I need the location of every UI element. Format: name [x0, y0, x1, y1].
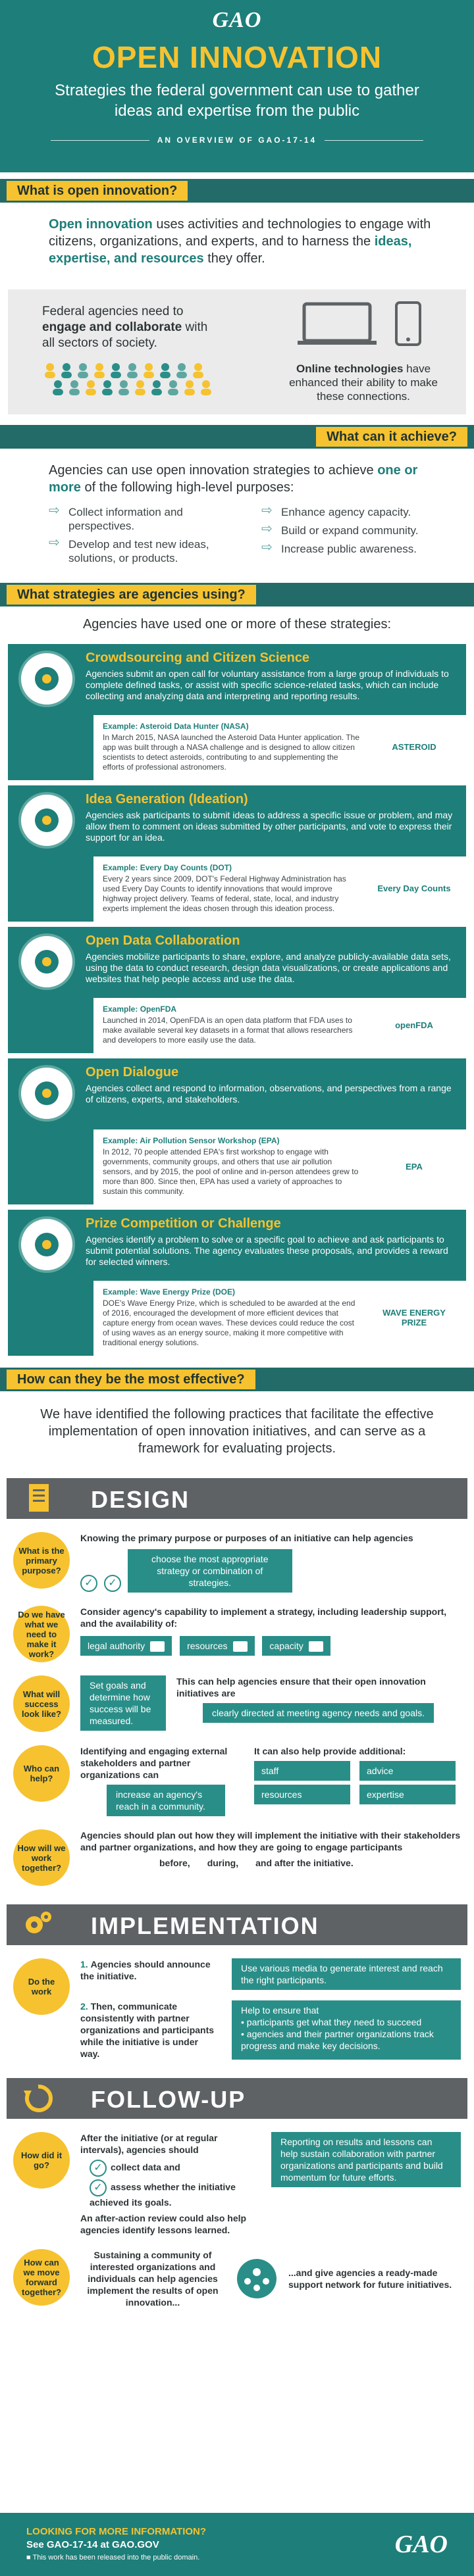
- question-badge: Do we have what we need to make it work?: [13, 1606, 70, 1662]
- check-icon: ✓: [90, 2179, 107, 2196]
- scales-icon: [150, 1641, 165, 1652]
- reporting-pill: Reporting on results and lessons can help sustain collaboration with partner organizations and participants and build momentum for future efforts.: [271, 2132, 461, 2187]
- person-body: [86, 389, 96, 395]
- strategy-description: Agencies identify a problem to solve or a specific goal to achieve and ask participants to submit potential solutions. The agency evaluates these proposals, and provides a reward for selected winners.: [86, 1234, 448, 1267]
- check-icon: ✓: [80, 1575, 97, 1592]
- refresh-icon: [21, 2081, 55, 2116]
- person-icon: [202, 380, 210, 388]
- phase-followup: [7, 2078, 467, 2119]
- example-body: Every 2 years since 2009, DOT's Federal Highway Administration has used Every Day Counts to identify innovations that would improve highway project delivery. Teams of federal, state, local, and industry experts implement the ideas chosen through this ideation process.: [103, 874, 346, 913]
- person-icon: [87, 380, 95, 388]
- phase-title: DESIGN: [91, 1486, 190, 1513]
- collaboration-panel: [8, 289, 466, 414]
- strategy-description: Agencies mobilize participants to share, explore, and analyze publicly-available data sets, using the data to conduct research, design data visualizations, or create applications and websites that help people access and use the data.: [86, 951, 451, 984]
- design-row-purpose: What is the primary purpose? Knowing the primary purpose or purposes of an initiative can help agencies ✓ ✓ choose the most appropriate strategy or combination of strategies.: [0, 1525, 474, 1599]
- purpose-item: ⇨ Collect information and perspectives.: [49, 505, 242, 533]
- help-resources: resources: [254, 1785, 350, 1804]
- person-icon: [194, 363, 202, 371]
- timeline-after: and after the initiative.: [255, 1858, 354, 1868]
- example-logo: WAVE ENERGY PRIZE: [382, 1308, 446, 1327]
- person-icon: [95, 363, 103, 371]
- devices-icon: [298, 301, 436, 347]
- strategy-title: Prize Competition or Challenge: [86, 1216, 281, 1231]
- person-icon: [79, 363, 87, 371]
- gao-footer-logo: GAO: [394, 2531, 448, 2558]
- person-body: [61, 372, 72, 378]
- example-logo: Every Day Counts: [377, 883, 451, 893]
- capability-resources: resources: [180, 1636, 254, 1656]
- question-badge: Do the work: [13, 1958, 70, 2015]
- page-title: OPEN INNOVATION: [92, 40, 382, 74]
- strategy-card: [8, 927, 466, 1053]
- strategy-example: [93, 715, 466, 780]
- purpose-pill: choose the most appropriate strategy or combination of strategies.: [128, 1549, 292, 1593]
- announce-pill: Use various media to generate interest and reach the right participants.: [232, 1958, 461, 1990]
- communicate-pill: Help to ensure that • participants get what they need to succeed • agencies and their partner organizations track progress and make key decisions.: [232, 2000, 461, 2060]
- capability-capacity: capacity: [262, 1636, 330, 1656]
- document-icon: [21, 1481, 55, 1516]
- person-icon: [54, 380, 62, 388]
- gears-icon: [21, 1908, 55, 1942]
- person-icon: [136, 380, 144, 388]
- person-icon: [161, 363, 169, 371]
- speech-bubbles-icon: [18, 1065, 75, 1122]
- phase-design: [7, 1478, 467, 1519]
- phase-title: IMPLEMENTATION: [91, 1912, 319, 1939]
- question-badge: How will we work together?: [13, 1829, 70, 1886]
- purpose-item: ⇨ Build or expand community.: [261, 524, 454, 537]
- check-icon: ✓: [90, 2160, 107, 2177]
- purpose-item: ⇨ Enhance agency capacity.: [261, 505, 454, 519]
- header: [0, 0, 474, 172]
- person-body: [160, 372, 171, 378]
- reach-pill: increase an agency's reach in a community.: [107, 1785, 225, 1816]
- person-body: [102, 389, 113, 395]
- strategy-description: Agencies submit an open call for voluntary assistance from a large group of individuals to complete defined tasks, or assist with specific science-related tasks, which can include collecting and analyzing data and interpreting and reporting results.: [86, 668, 449, 701]
- gao-logo: GAO: [212, 8, 262, 32]
- strategy-example: [93, 998, 466, 1053]
- person-icon: [120, 380, 128, 388]
- help-expertise: expertise: [359, 1785, 456, 1804]
- strategy-example: [93, 1129, 466, 1204]
- question-badge: What will success look like?: [13, 1675, 70, 1732]
- person-icon: [153, 380, 161, 388]
- person-body: [118, 389, 129, 395]
- phase-title: FOLLOW-UP: [91, 2086, 246, 2113]
- person-body: [135, 389, 145, 395]
- strategy-card: [8, 1058, 466, 1204]
- capability-legal-authority: legal authority: [80, 1636, 172, 1656]
- followup-row-results: How did it go? After the initiative (or at regular intervals), agencies should ✓ collect data and ✓ assess whether the initiative achieved its goals. An after-action review could also help agencies identify lessons learned. Reporting on results and lessons can help sustain collaboration with partner organizations and participants and build momentum for future efforts.: [0, 2125, 474, 2242]
- phase-implementation: [7, 1904, 467, 1945]
- check-icon: ✓: [104, 1575, 121, 1592]
- person-body: [45, 372, 55, 378]
- section-tag: What strategies are agencies using?: [7, 585, 256, 605]
- strategy-list: [0, 644, 474, 1356]
- example-title: Example: OpenFDA: [103, 1004, 177, 1014]
- strategy-card: [8, 644, 466, 780]
- person-body: [201, 389, 211, 395]
- achieve-intro: Agencies can use open innovation strategies to achieve one or more of the following high-level purposes:: [49, 463, 418, 495]
- example-title: Example: Air Pollution Sensor Workshop (EPA): [103, 1136, 280, 1145]
- person-icon: [145, 363, 153, 371]
- person-icon: [63, 363, 70, 371]
- strategy-title: Open Dialogue: [86, 1065, 179, 1079]
- footer: [0, 2513, 474, 2576]
- strategies-intro: Agencies have used one or more of these strategies:: [82, 617, 392, 632]
- data-screen-icon: [18, 933, 75, 990]
- strategy-title: Crowdsourcing and Citizen Science: [86, 651, 310, 665]
- person-body: [184, 389, 195, 395]
- person-body: [193, 372, 203, 378]
- page-subtitle: Strategies the federal government can use to gather ideas and expertise from the public: [55, 82, 419, 120]
- agencies-text: Federal agencies need to engage and collaborate with all sectors of society.: [42, 305, 208, 350]
- help-advice: advice: [359, 1761, 456, 1781]
- design-row-together: How will we work together? Agencies should plan out how they will implement the initiative with their stakeholders and partner organizations, and how they are going to engage participants before, during, and after the initiative.: [0, 1823, 474, 1893]
- purposes-list: [0, 496, 474, 583]
- section-band-effective: [0, 1368, 474, 1391]
- example-logo: ASTEROID: [392, 742, 436, 752]
- strategy-title: Idea Generation (Ideation): [86, 792, 248, 806]
- section-band-strategies: [0, 583, 474, 607]
- strategy-description: Agencies ask participants to submit ideas to address a specific issue or problem, and may allow them to comment on ideas submitted by other participants, and vote to express their support for an idea.: [86, 810, 453, 843]
- public-domain-note: ■ This work has been released into the public domain.: [26, 2554, 200, 2562]
- implementation-row: Do the work 1. Agencies should announce the initiative. Use various media to generate interest and reach the right participants. 2. Then, communicate consistently with partner organizations and participants while the initiative is under way. Help to ensure that • participants get what they need to succeed • agencies and their partner organizations track progress and make key decisions.: [0, 1952, 474, 2066]
- person-icon: [103, 380, 111, 388]
- person-body: [111, 372, 121, 378]
- trophy-icon: [18, 1216, 75, 1273]
- example-logo: openFDA: [395, 1020, 433, 1030]
- design-row-success: What will success look like? Set goals and determine how success will be measured. This can help agencies ensure that their open innovation initiatives are clearly directed at meeting agency needs and goals.: [0, 1669, 474, 1739]
- person-icon: [46, 363, 54, 371]
- purpose-item: ⇨ Develop and test new ideas, solutions, or products.: [49, 537, 242, 565]
- person-body: [53, 389, 63, 395]
- goals-pill: Set goals and determine how success will be measured.: [80, 1675, 166, 1731]
- more-info-heading: LOOKING FOR MORE INFORMATION?: [26, 2526, 207, 2537]
- example-body: In 2012, 70 people attended EPA's first workshop to engage with governments, community groups, and others that use air pollution sensors, and by 2015, the pool of online and in-person attendees grew to more than 800. Since then, EPA has used a variety of approaches to sustain this community.: [103, 1147, 359, 1196]
- person-body: [168, 389, 178, 395]
- person-icon: [186, 380, 194, 388]
- section-tag: What is open innovation?: [7, 181, 188, 201]
- person-body: [176, 372, 187, 378]
- strategy-title: Open Data Collaboration: [86, 933, 240, 948]
- question-badge: What is the primary purpose?: [13, 1532, 70, 1589]
- person-body: [127, 372, 138, 378]
- person-body: [151, 389, 162, 395]
- question-badge: How can we move forward together?: [13, 2249, 70, 2306]
- example-body: In March 2015, NASA launched the Asteroid Data Hunter application. The app was built through a NASA challenge and is designed to allow citizen scientists to detect asteroids, contributing to and supplementing the efforts of professional astronomers.: [103, 733, 360, 772]
- timeline-before: before,: [159, 1858, 190, 1868]
- strategy-description: Agencies collect and respond to information, observations, and perspectives from a range of citizens, experts, and stakeholders.: [86, 1083, 452, 1104]
- report-link[interactable]: See GAO-17-14 at GAO.GOV: [26, 2539, 159, 2550]
- example-title: Example: Asteroid Data Hunter (NASA): [103, 722, 249, 731]
- person-icon: [70, 380, 78, 388]
- people-crowd-icon: [41, 358, 219, 397]
- person-icon: [169, 380, 177, 388]
- technology-text: Online technologies have enhanced their ability to make these connections.: [289, 362, 438, 403]
- help-staff: staff: [254, 1761, 350, 1781]
- person-body: [69, 389, 80, 395]
- example-body: DOE's Wave Energy Prize, which is scheduled to be awarded at the end of 2016, encouraged the development of more efficient devices that capture energy from ocean waves. These devices could reduce the cost of using waves as an energy source, making it more competitive with traditional energy solutions.: [103, 1299, 356, 1347]
- money-icon: [233, 1641, 248, 1652]
- overview-label: AN OVERVIEW OF GAO-17-14: [0, 136, 474, 145]
- strategy-card: [8, 1210, 466, 1356]
- person-icon: [128, 363, 136, 371]
- goals-result-pill: clearly directed at meeting agency needs and goals.: [203, 1703, 434, 1723]
- person-icon: [178, 363, 186, 371]
- example-body: Launched in 2014, OpenFDA is an open data platform that FDA uses to make available several key datasets in a format that allows researchers and developers to more easily use the data.: [103, 1016, 353, 1045]
- raised-hands-icon: [18, 651, 75, 707]
- question-badge: Who can help?: [13, 1745, 70, 1802]
- section-band-what-is: [0, 179, 474, 203]
- person-body: [78, 372, 88, 378]
- example-logo: EPA: [406, 1161, 423, 1172]
- person-body: [94, 372, 105, 378]
- followup-row-forward: How can we move forward together? Sustaining a community of interested organizations and individuals can help agencies implement the results of open innovation... ...and give agencies a ready-made support network for future initiatives.: [0, 2242, 474, 2315]
- person-icon: [112, 363, 120, 371]
- section-tag: What can it achieve?: [316, 427, 467, 447]
- example-title: Example: Every Day Counts (DOT): [103, 863, 232, 872]
- example-title: Example: Wave Energy Prize (DOE): [103, 1287, 235, 1297]
- question-badge: How did it go?: [13, 2132, 70, 2189]
- timeline-during: during,: [207, 1858, 239, 1868]
- strategy-card: [8, 785, 466, 922]
- design-row-capability: Do we have what we need to make it work? Consider agency's capability to implement a strategy, including leadership support, and the availability of: legal authority resources capacity: [0, 1599, 474, 1669]
- what-is-text: Open innovation uses activities and technologies to engage with citizens, organizations, and experts, and to harness the ideas, expertise, and resources they offer.: [49, 217, 431, 266]
- section-band-achieve: [0, 425, 474, 449]
- lightbulb-icon: [18, 792, 75, 849]
- purpose-item: ⇨ Increase public awareness.: [261, 542, 454, 556]
- person-body: [144, 372, 154, 378]
- effective-intro: We have identified the following practices that facilitate the effective implementation of open innovation initiatives, and can serve as a framework for evaluating projects.: [40, 1407, 434, 1456]
- design-row-help: Who can help? Identifying and engaging external stakeholders and partner organizations can increase an agency's reach in a community. It can also help provide additional: staff advice resources expertise: [0, 1739, 474, 1823]
- strategy-example: [93, 856, 466, 922]
- section-tag: How can they be the most effective?: [7, 1370, 255, 1389]
- strategy-example: [93, 1281, 466, 1356]
- community-icon: [236, 2258, 278, 2300]
- battery-icon: [309, 1641, 323, 1652]
